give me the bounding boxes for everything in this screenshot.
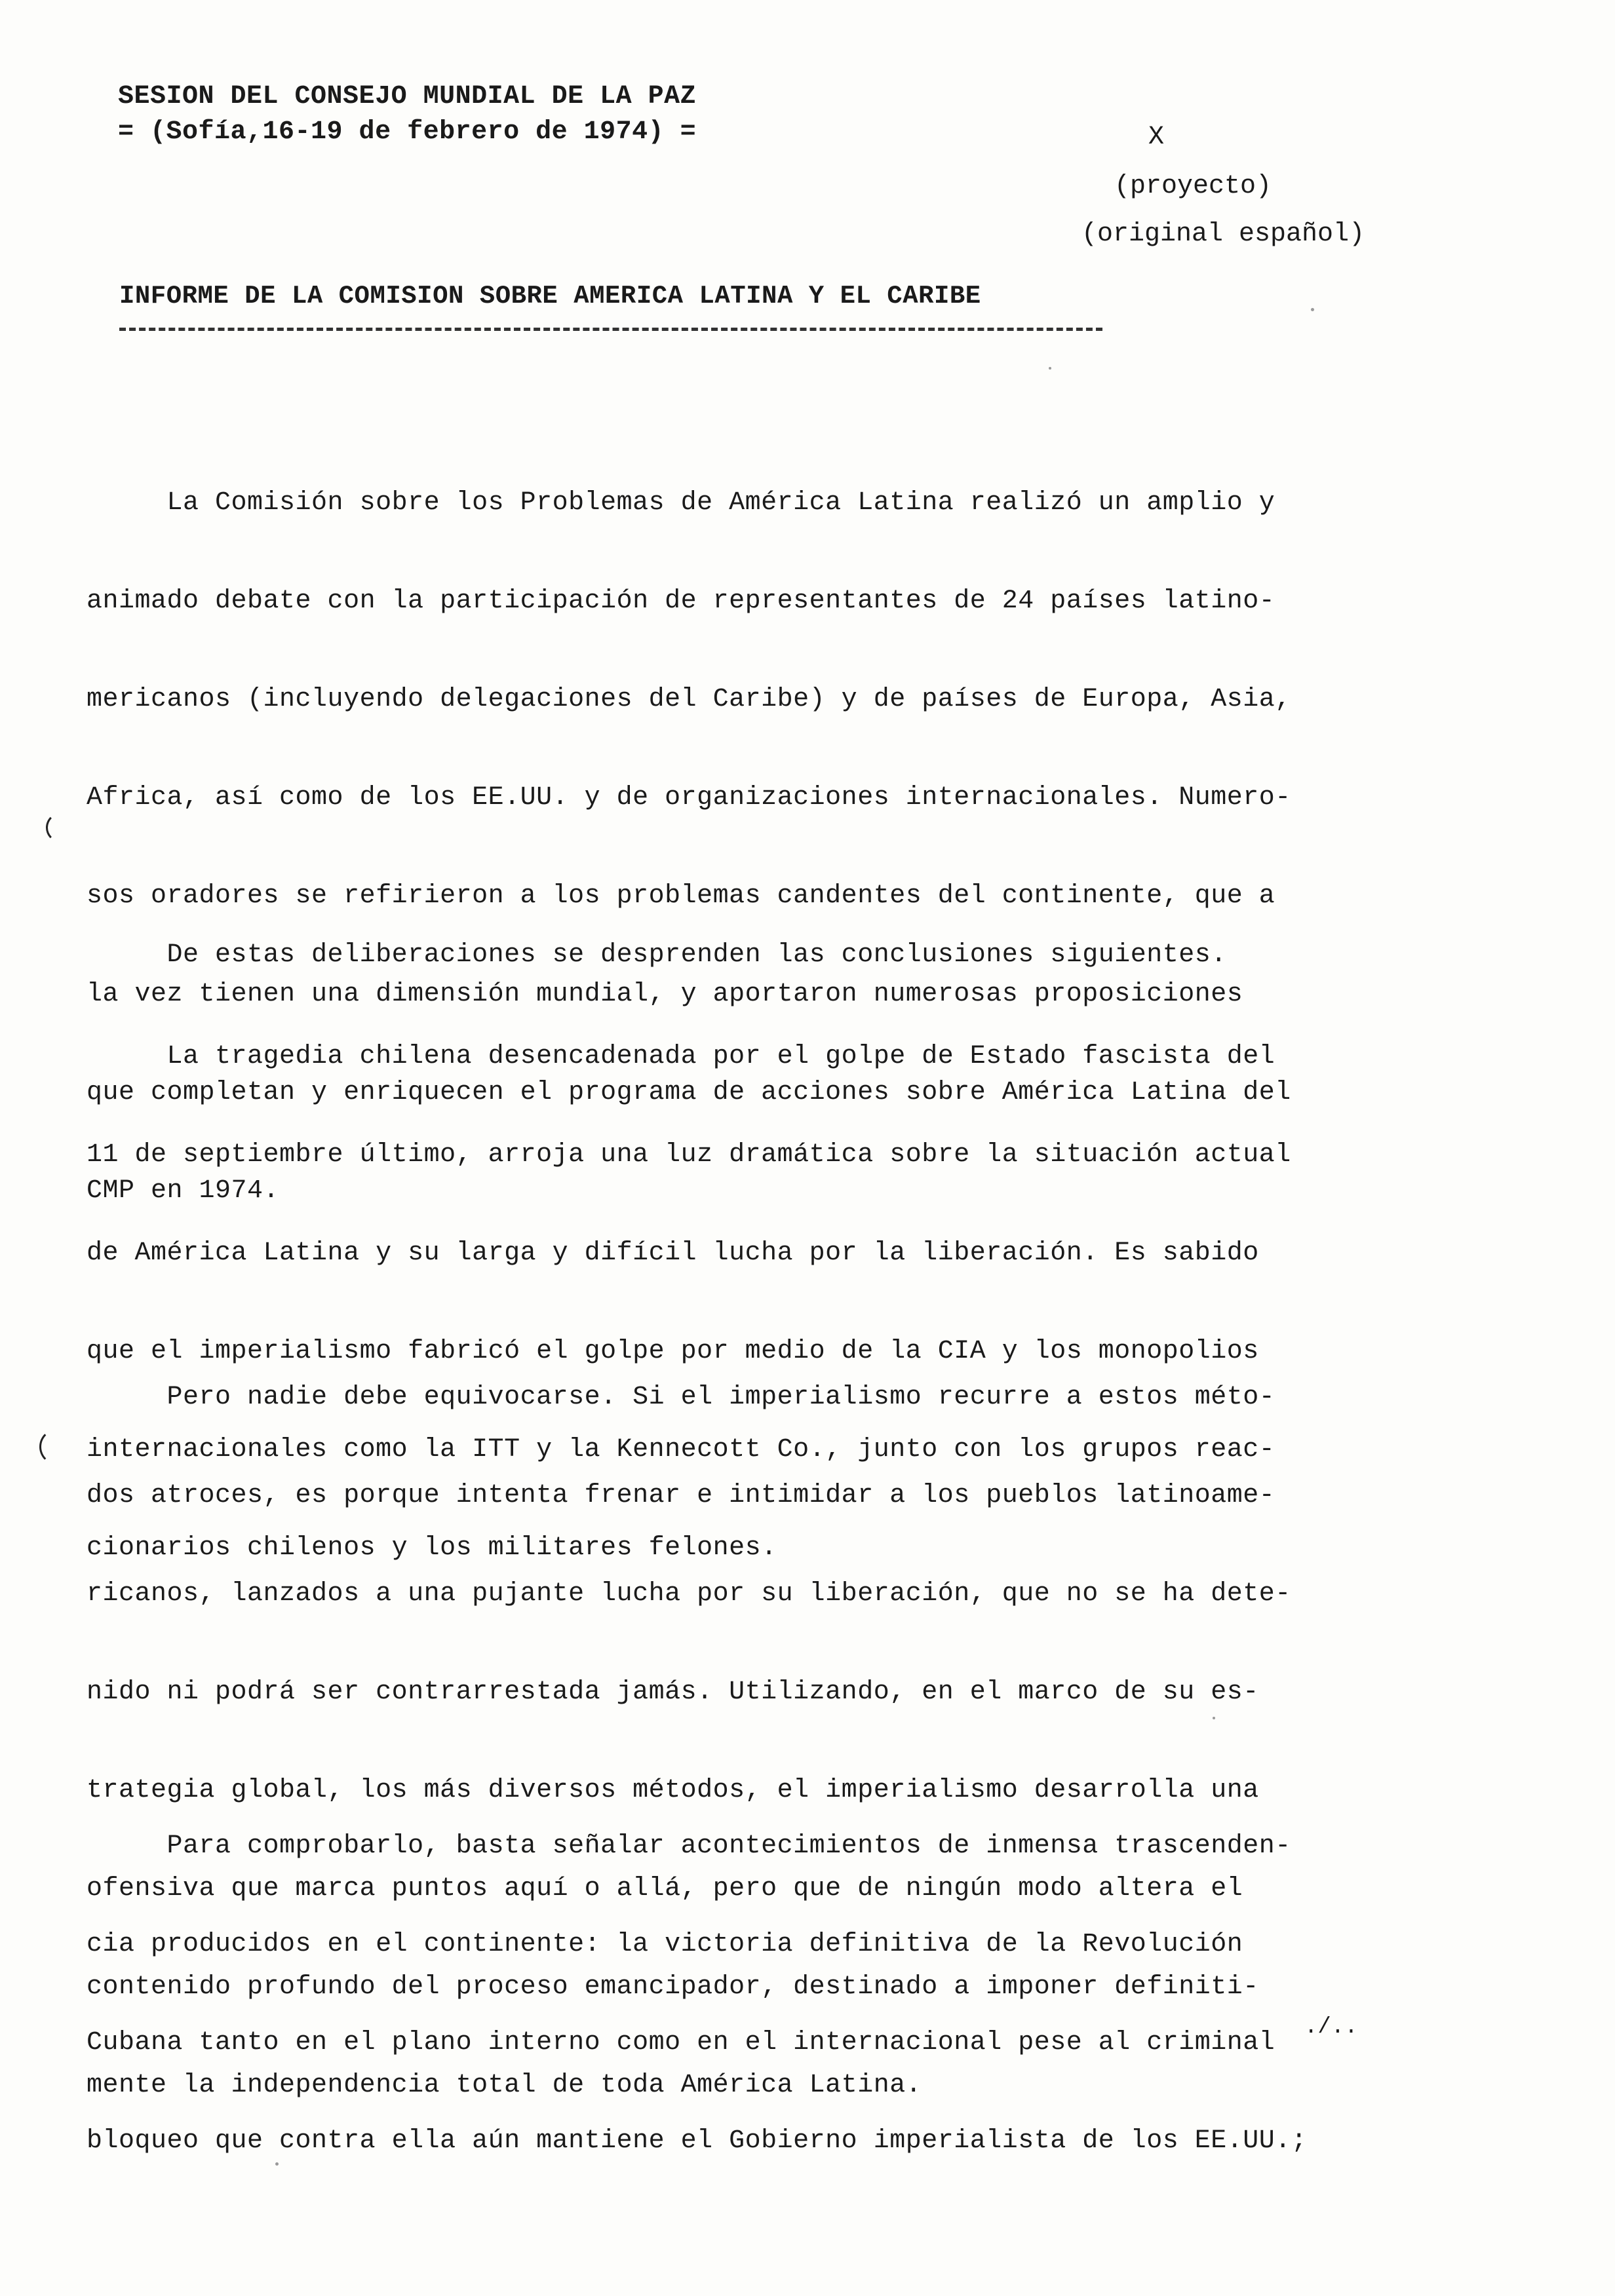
text-line: que el imperialismo fabricó el golpe por medio de la CIA y los monopolios [87,1337,1259,1366]
scan-speck [1213,1717,1215,1719]
text-line: cionarios chilenos y los militares felones. [87,1533,777,1563]
text-line: que completan y enriquecen el programa de acciones sobre América Latina del [87,1078,1291,1107]
text-line: La tragedia chilena desencadenada por el golpe de Estado fascista del [87,1042,1275,1071]
margin-mark [46,813,76,843]
text-line: nido ni podrá ser contrarrestada jamás. Utilizando, en el marco de su es- [87,1677,1259,1707]
text-line: ofensiva que marca puntos aquí o allá, pero que de ningún modo altera el [87,1874,1243,1904]
draft-label: (proyecto) [1114,172,1272,201]
text-line: bloqueo que contra ella aún mantiene el Gobierno imperialista de los EE.UU.; [87,2126,1308,2156]
text-line: Cubana tanto en el plano interno como en el internacional pese al criminal [87,2028,1275,2057]
text-line: ricanos, lanzados a una pujante lucha por su liberación, que no se ha dete- [87,1579,1291,1609]
scan-speck [275,2162,279,2166]
text-line: contenido profundo del proceso emancipador, destinado a imponer definiti- [87,1972,1259,2002]
text-line: CMP en 1974. [87,1176,280,1206]
margin-mark [39,1428,76,1465]
text-line: Pero nadie debe equivocarse. Si el imperialismo recurre a estos méto- [87,1383,1275,1412]
text-line: cia producidos en el continente: la victoria definitiva de la Revolución [87,1930,1243,1959]
report-title: INFORME DE LA COMISION SOBRE AMERICA LATINA Y EL CARIBE [119,282,981,311]
text-line: La Comisión sobre los Problemas de América Latina realizó un amplio y [87,488,1275,518]
session-heading: SESION DEL CONSEJO MUNDIAL DE LA PAZ [118,82,697,111]
text-line: De estas deliberaciones se desprenden las conclusiones siguientes. [87,940,1227,970]
text-line: sos oradores se refirieron a los problemas candentes del continente, que a [87,881,1275,911]
text-line: 11 de septiembre último, arroja una luz dramática sobre la situación actual [87,1140,1291,1170]
title-underline [119,328,1102,331]
text-line: mente la independencia total de toda América Latina. [87,2071,922,2100]
text-line: de América Latina y su larga y difícil lucha por la liberación. Es sabido [87,1238,1259,1268]
text-line: Para comprobarlo, basta señalar acontecimientos de inmensa trascenden- [87,1831,1291,1861]
scan-speck [1049,367,1051,370]
paragraph-5 [87,1772,1430,2215]
session-dates: = (Sofía,16-19 de febrero de 1974) = [118,117,697,147]
scan-speck [1311,308,1314,311]
original-language-label: (original español) [1081,220,1365,249]
margin-x-mark: X [1148,123,1165,152]
continuation-marker: ./.. [1304,2015,1358,2040]
text-line: mericanos (incluyendo delegaciones del Caribe) y de países de Europa, Asia, [87,685,1291,714]
text-line: internacionales como la ITT y la Kennecott Co., junto con los grupos reac- [87,1435,1275,1464]
text-line: la vez tienen una dimensión mundial, y aportaron numerosas proposiciones [87,980,1243,1009]
text-line: dos atroces, es porque intenta frenar e intimidar a los pueblos latinoame- [87,1481,1275,1510]
text-line: trategia global, los más diversos métodos, el imperialismo desarrolla una [87,1776,1259,1805]
text-line: animado debate con la participación de representantes de 24 países latino- [87,586,1275,616]
text-line: Africa, así como de los EE.UU. y de organizaciones internacionales. Numero- [87,783,1291,813]
